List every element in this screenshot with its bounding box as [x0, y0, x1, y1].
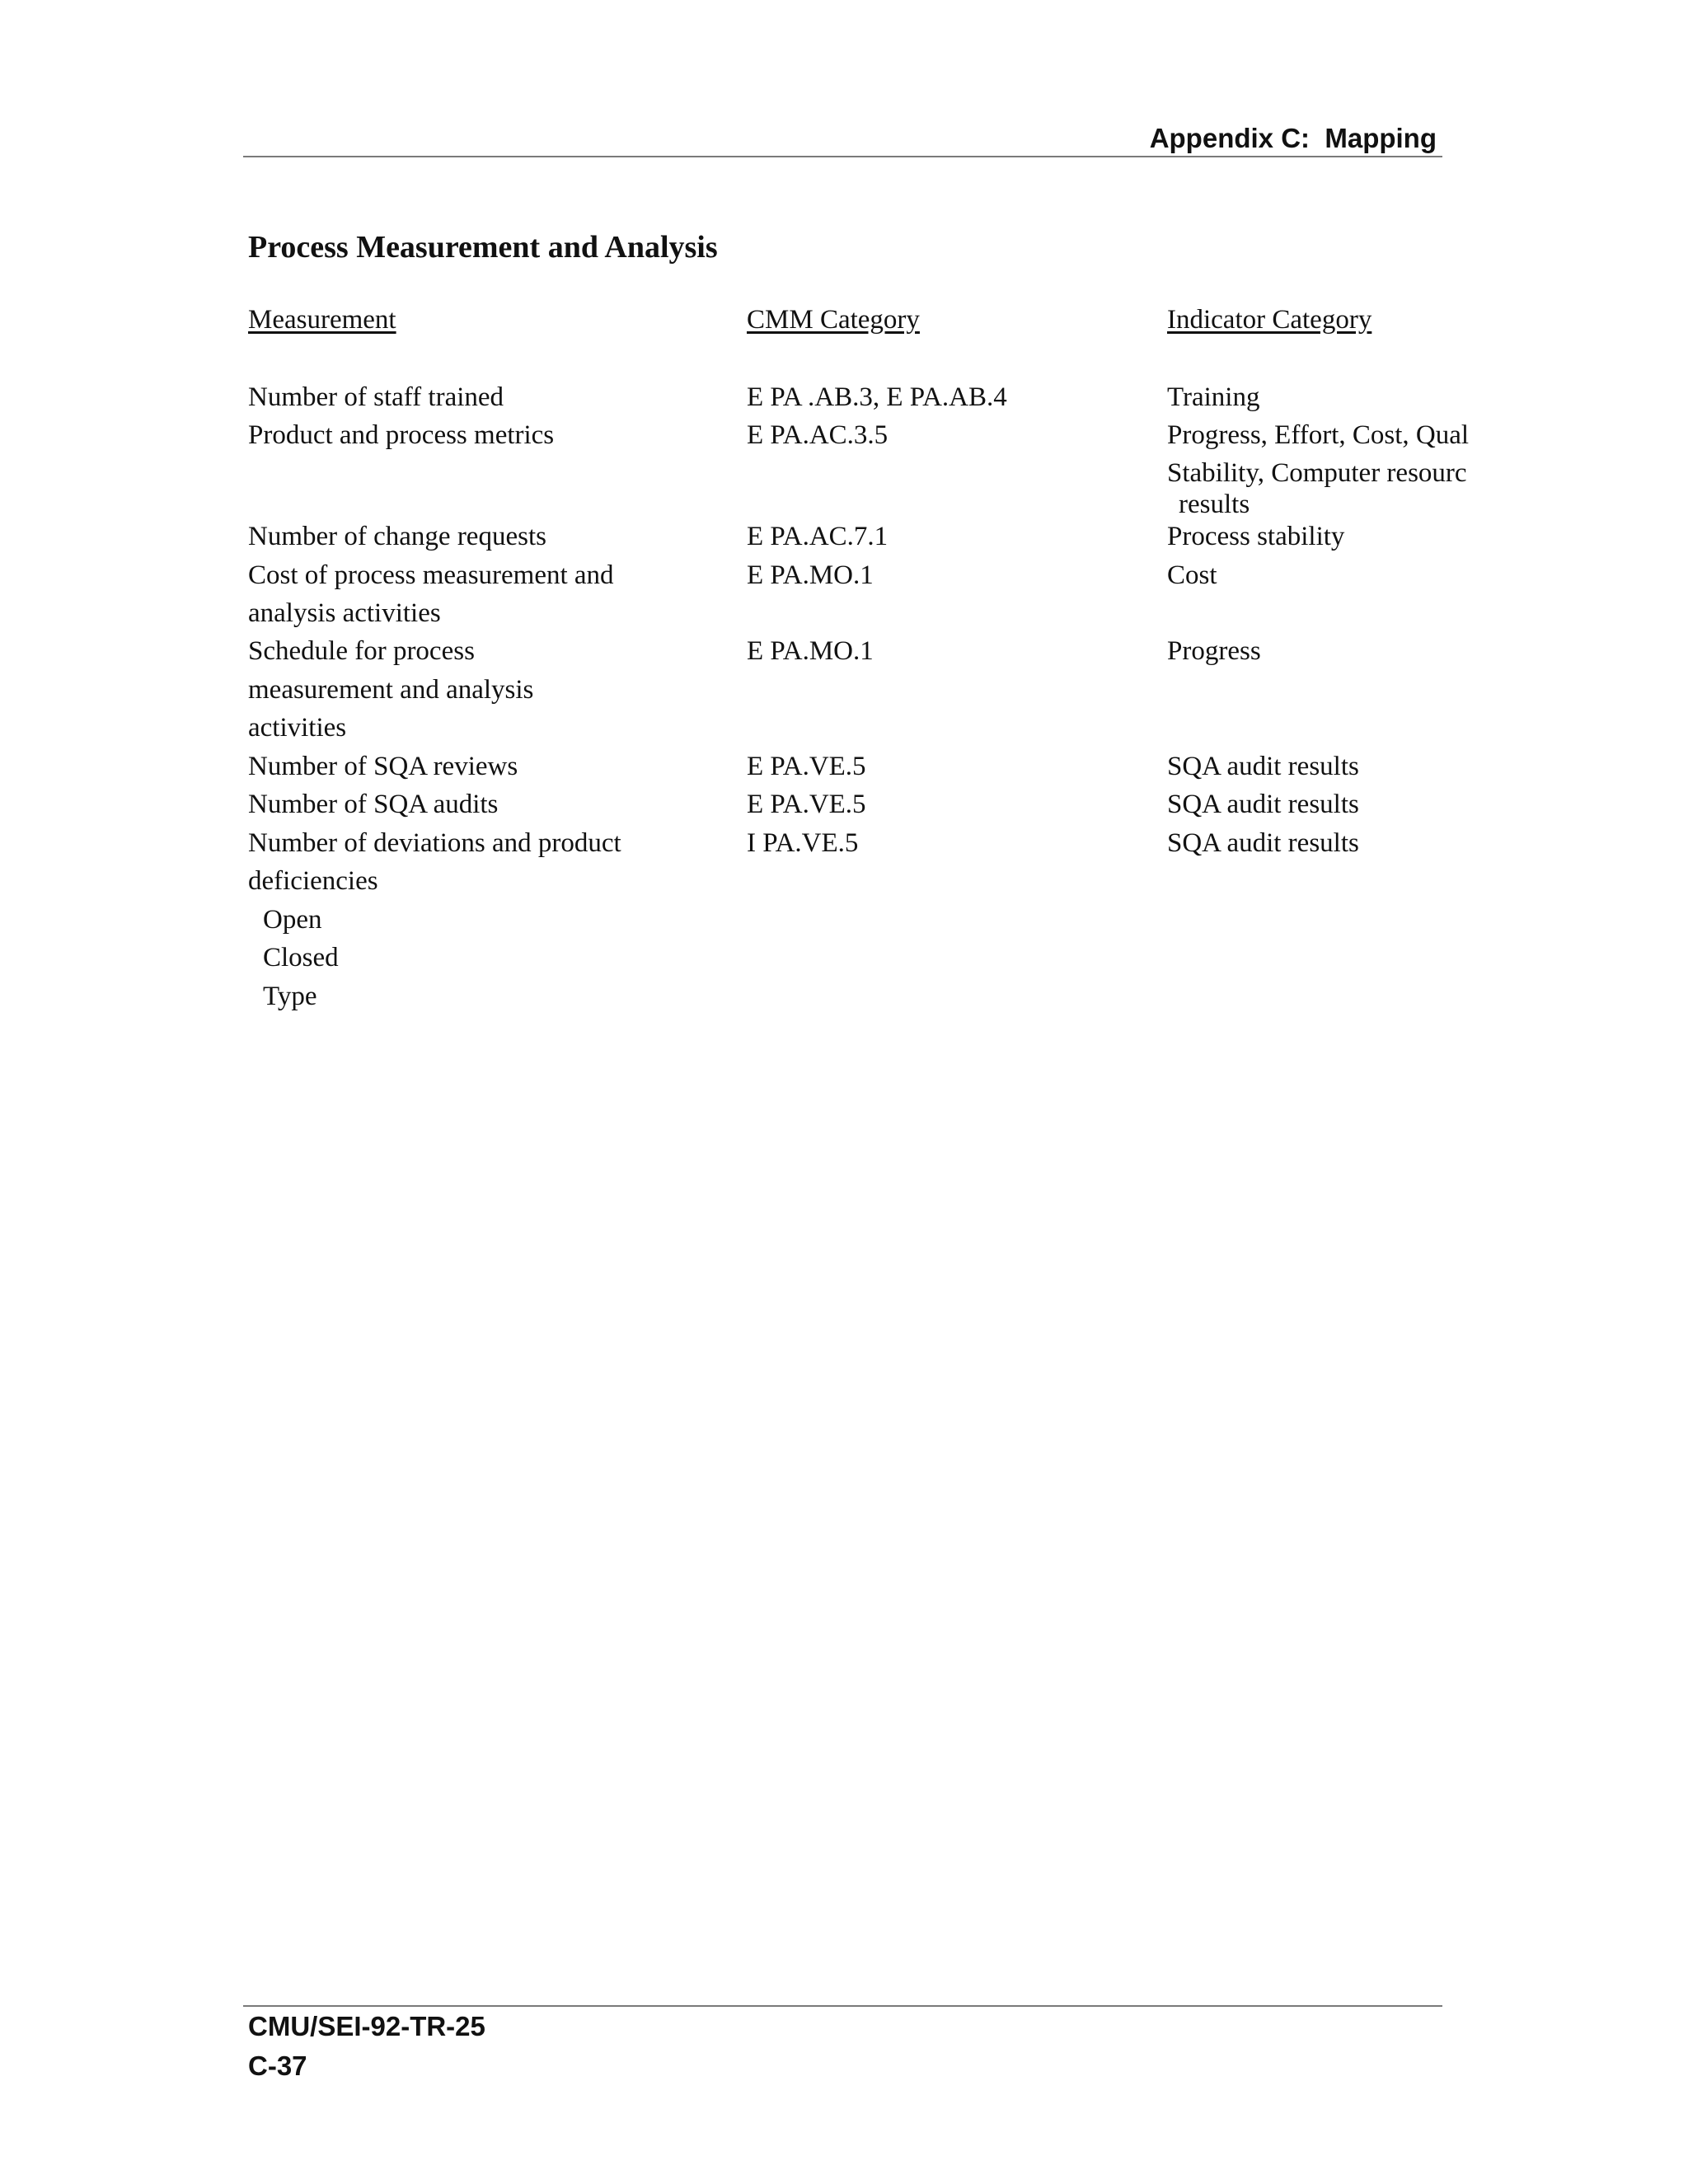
table-cell-cmm: E PA.AC.3.5 — [747, 420, 889, 450]
footer-rule — [243, 2005, 1442, 2007]
table-cell-indicator: Training — [1167, 382, 1260, 412]
table-cell-sub-item: Open — [263, 905, 322, 935]
table-cell-indicator: Stability, Computer resourc — [1167, 458, 1467, 488]
table-cell-measurement: Product and process metrics — [248, 420, 555, 450]
table-cell-measurement: Number of deviations and product — [248, 828, 621, 858]
table-cell-sub-item: Closed — [263, 943, 339, 972]
table-cell-cmm: E PA .AB.3, E PA.AB.4 — [747, 382, 1007, 412]
table-cell-indicator: Progress — [1167, 636, 1261, 666]
column-header-indicator-category: Indicator Category — [1167, 305, 1372, 335]
table-cell-measurement: Schedule for process — [248, 636, 475, 666]
column-header-cmm-category: CMM Category — [747, 305, 920, 335]
table-cell-measurement: Number of SQA audits — [248, 790, 499, 819]
table-cell-measurement: Number of staff trained — [248, 382, 504, 412]
table-cell-indicator: SQA audit results — [1167, 828, 1359, 858]
column-header-measurement: Measurement — [248, 305, 396, 335]
report-id: CMU/SEI-92-TR-25 — [248, 2011, 485, 2041]
table-cell-indicator: results — [1179, 490, 1250, 519]
section-title: Process Measurement and Analysis — [248, 230, 718, 265]
table-cell-cmm: E PA.VE.5 — [747, 790, 866, 819]
table-cell-indicator: Progress, Effort, Cost, Qual — [1167, 420, 1470, 450]
table-cell-indicator: Process stability — [1167, 522, 1345, 551]
table-cell-indicator: SQA audit results — [1167, 790, 1359, 819]
table-cell-cmm: E PA.MO.1 — [747, 636, 874, 666]
table-cell-measurement: Cost of process measurement and — [248, 560, 614, 590]
table-cell-cmm: E PA.AC.7.1 — [747, 522, 889, 551]
table-cell-indicator: Cost — [1167, 560, 1217, 590]
table-cell-measurement: measurement and analysis — [248, 675, 534, 705]
table-cell-cmm: E PA.MO.1 — [747, 560, 874, 590]
page-number: C-37 — [248, 2050, 307, 2081]
table-cell-measurement: deficiencies — [248, 866, 378, 896]
table-cell-indicator: SQA audit results — [1167, 752, 1359, 781]
table-cell-measurement: activities — [248, 713, 347, 743]
table-cell-measurement: Number of SQA reviews — [248, 752, 518, 781]
table-cell-cmm: E PA.VE.5 — [747, 752, 866, 781]
table-cell-sub-item: Type — [263, 982, 317, 1011]
running-header: Appendix C: Mapping — [1149, 123, 1437, 153]
table-cell-measurement: analysis activities — [248, 598, 441, 628]
table-cell-measurement: Number of change requests — [248, 522, 546, 551]
table-cell-cmm: I PA.VE.5 — [747, 828, 859, 858]
